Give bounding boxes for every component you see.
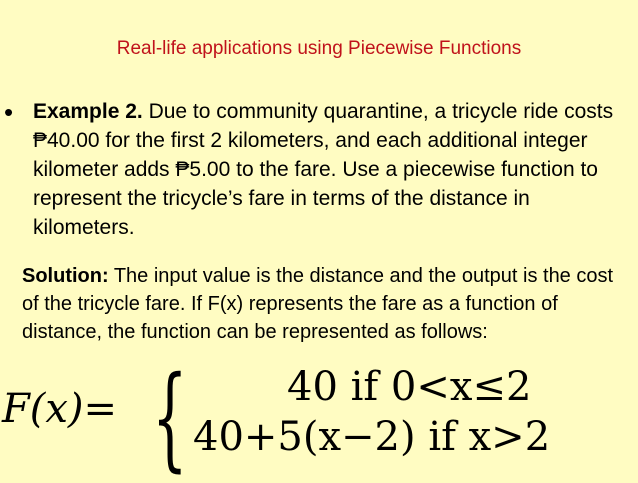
solution-label: Solution: xyxy=(22,265,109,287)
piecewise-formula xyxy=(0,353,638,483)
formula-case-1: 40 if 0<x≤2 xyxy=(287,364,532,410)
example-paragraph xyxy=(33,97,623,242)
solution-paragraph xyxy=(22,262,632,346)
bullet-marker: • xyxy=(4,97,14,127)
slide-title: Real-life applications using Piecewise Functions xyxy=(116,38,522,59)
example-text: Due to community quarantine, a tricycle ride costs ₱40.00 for the first 2 kilometers, and each additional integer kilometer adds ₱5.00 to the fare. Use a piecewise function to represent the tricycle’s fare in terms of the distance in kilometers. xyxy=(33,100,614,239)
left-brace: { xyxy=(152,353,188,483)
formula-case-2: 40+5(x−2) if x>2 xyxy=(193,414,551,460)
solution-text: The input value is the distance and the output is the cost of the tricycle fare. If F(x) represents the fare as a function of distance, the function can be represented as follows: xyxy=(22,265,614,343)
formula-lhs: F(x)= xyxy=(2,386,118,432)
example-label: Example 2. xyxy=(33,100,143,123)
